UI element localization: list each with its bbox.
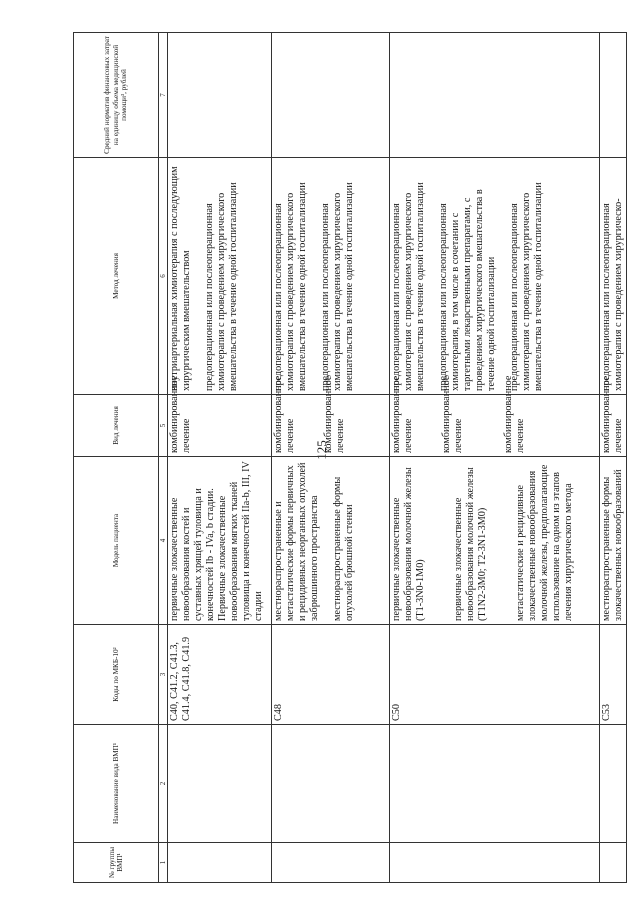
treatment-type-text: комбинированное лечение	[273, 375, 296, 453]
patient-model-text: первичные злокачественные новообразования молочной железы (T1N2-3M0; T2-3N1-3M0)	[453, 467, 488, 621]
column-number: 5	[159, 395, 168, 457]
column-number-row	[159, 33, 168, 883]
patient-model-text: первичные злокачественные новообразования молочной железы (T1-3N0-1M0)	[391, 467, 426, 621]
patient-model-cell	[168, 457, 272, 625]
cost-norm-cell	[168, 33, 272, 158]
header-vmp-type: Наименование вида ВМП¹	[74, 725, 159, 843]
treatment-type-text: комбинированное лечение	[323, 375, 346, 453]
vmp-table	[73, 32, 627, 883]
treatment-method-text: предоперационная или послеоперационная химиотерапия с проведением хирургического вмешательства в течение одной госпитализации	[391, 182, 426, 391]
treatment-method-text: предоперационная или послеоперационная химиотерапия с проведением хирургического вмешательства в течение одной госпитализации	[320, 182, 355, 391]
icd-codes-cell: С40, С41.2, С41.3, С41.4, С41.8, С41.9	[168, 625, 272, 725]
vmp-type-cell	[168, 725, 272, 843]
patient-model-text: местнораспространенные формы злокачественных новообразований	[601, 469, 624, 621]
vmp-type-cell	[272, 725, 390, 843]
vmp-type-cell	[390, 725, 600, 843]
treatment-type-text: комбинированное лечение	[601, 375, 624, 453]
header-group-number: № группы ВМП¹	[74, 843, 159, 883]
cost-norm-cell	[272, 33, 390, 158]
treatment-method-text: предоперационная или послеоперационная химиотерапия с проведением хирургического вмешательства в течение одной госпитализации	[273, 182, 308, 391]
patient-model-text: метастатические и рецидивные злокачественные новообразования молочной железы, предполагающие использование на одном из этапов лечения хирургического метода	[515, 464, 574, 621]
header-patient-model: Модель пациента	[74, 457, 159, 625]
cost-norm-cell	[390, 33, 600, 158]
group-number-cell	[390, 843, 600, 883]
treatment-method-text: предоперационная или послеоперационная химиотерапия с проведением хирургическо-	[601, 198, 624, 391]
treatment-type-cell	[168, 375, 272, 457]
column-number: 3	[159, 625, 168, 725]
table-row	[168, 33, 272, 883]
header-treatment-method: Метод лечения	[74, 158, 159, 395]
patient-model-text: первичные злокачественные новообразования костей и суставных хрящей туловища и конечностей Ib - IVa, b стадии. Первичные злокачественные новообразования мягких тканей туловища и конечностей IIa-b, III, IV стадии	[169, 461, 264, 621]
treatment-type-cell	[272, 375, 390, 457]
treatment-type-text: комбинированное лечение	[169, 375, 192, 453]
column-number: 6	[159, 158, 168, 395]
group-number-cell	[272, 843, 390, 883]
vmp-type-cell	[600, 725, 627, 843]
treatment-method-text: предоперационная или послеоперационная химиотерапия с проведением хирургического вмешательства в течение одной госпитализации	[204, 182, 239, 391]
header-treatment-type: Вид лечения	[74, 395, 159, 457]
treatment-method-cell	[168, 158, 272, 395]
treatment-method-cell	[600, 158, 627, 395]
treatment-method-cell	[272, 158, 390, 395]
treatment-type-text: комбинированное лечение	[391, 375, 414, 453]
header-icd-codes: Коды по МКБ-10²	[74, 625, 159, 725]
table-row	[390, 33, 600, 883]
treatment-type-text: комбинированное лечение	[441, 375, 464, 453]
cost-norm-cell	[600, 33, 627, 158]
icd-codes-cell: С53	[600, 625, 627, 725]
treatment-method-cell	[390, 158, 600, 395]
treatment-type-text: комбинированное лечение	[503, 375, 526, 453]
patient-model-text: местнораспространенные и метастатические формы первичных и рецидивных неорганных опухолей забрюшинного пространства	[273, 462, 320, 621]
table-row	[600, 33, 627, 883]
header-cost-norm: Средний норматив финансовых затрат на единицу объема медицинской помощи³, рублей	[74, 33, 159, 158]
group-number-cell	[168, 843, 272, 883]
treatment-type-cell	[390, 375, 600, 457]
treatment-type-cell	[600, 375, 627, 457]
treatment-method-text: внутриартериальная химиотерапия с последующим хирургическим вмешательством	[169, 166, 192, 391]
patient-model-text: местнораспространенные формы опухолей брюшной стенки	[332, 476, 355, 621]
icd-codes-cell: С50	[390, 625, 600, 725]
page-number: 125	[314, 440, 329, 460]
treatment-method-text: предоперационная или послеоперационная химиотерапия с проведением хирургического вмешательства в течение одной госпитализации	[509, 182, 544, 391]
icd-codes-cell: С48	[272, 625, 390, 725]
vmp-table-container	[73, 33, 624, 883]
patient-model-cell	[390, 457, 600, 625]
patient-model-cell	[272, 457, 390, 625]
column-number: 4	[159, 457, 168, 625]
patient-model-cell	[600, 457, 627, 625]
column-number: 7	[159, 33, 168, 158]
column-number: 2	[159, 725, 168, 843]
table-row	[272, 33, 390, 883]
treatment-method-text: предоперационная или послеоперационная химиотерапия, в том числе в сочетании с таргетными лекарственными препаратами, с проведением хирургического вмешательства в течение одной госпитализации	[438, 189, 497, 391]
group-number-cell	[600, 843, 627, 883]
header-row	[74, 33, 159, 883]
column-number: 1	[159, 843, 168, 883]
